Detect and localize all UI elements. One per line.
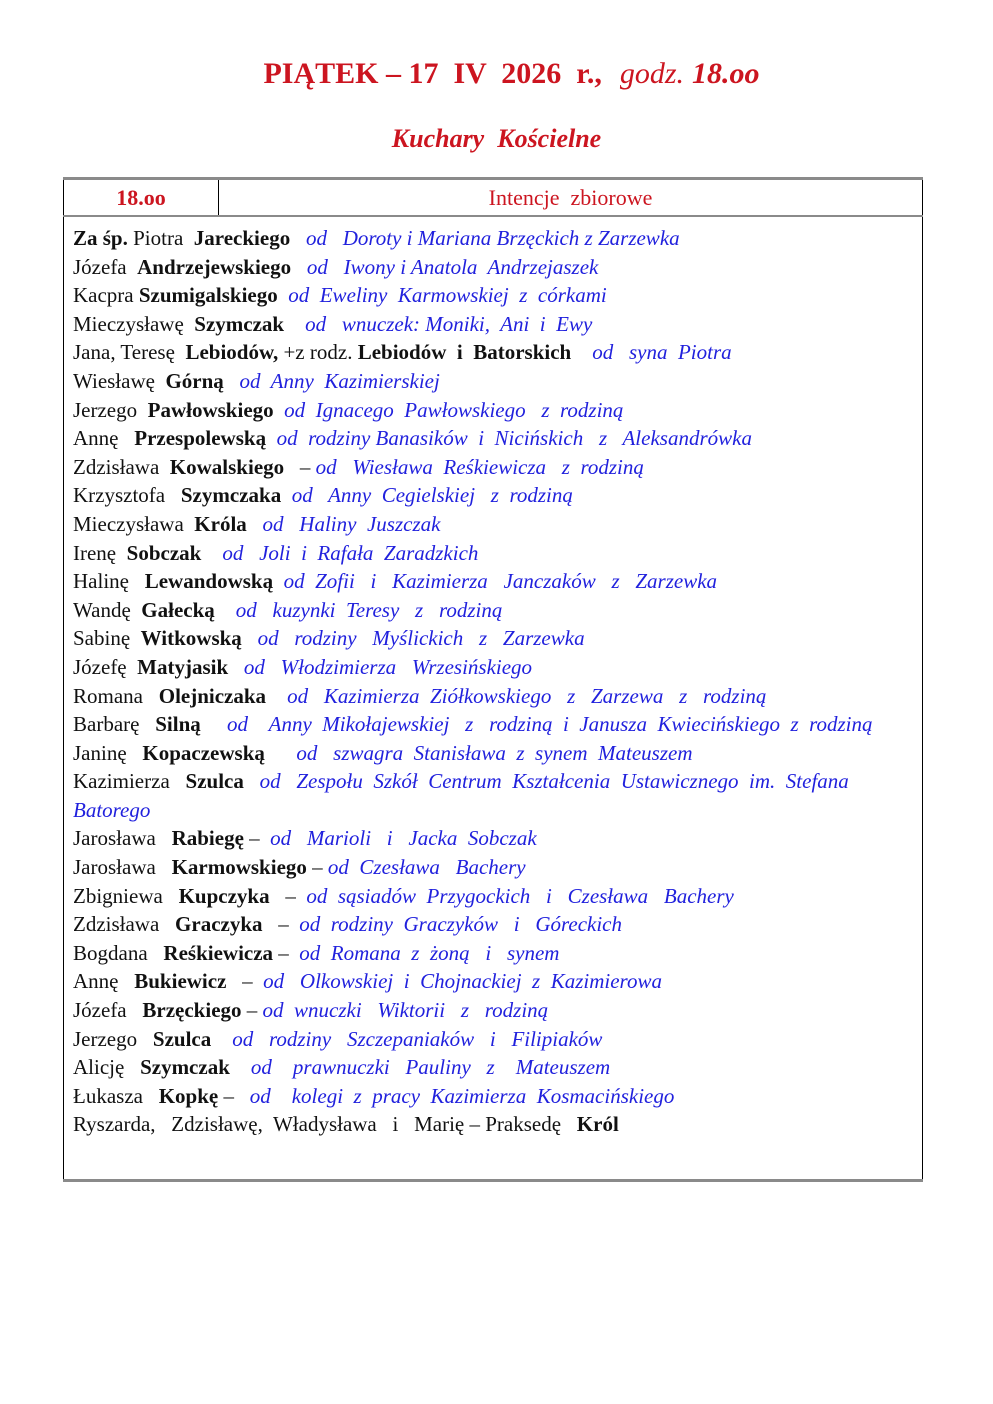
list-item — [73, 338, 914, 367]
list-item — [73, 510, 914, 539]
intention-name-text: Sobczak — [126, 540, 202, 565]
intention-name-text: Matyjasik — [137, 654, 229, 679]
intention-name-text: Alicję — [73, 1055, 141, 1080]
intention-donor-text: od Czesława Bachery — [327, 855, 526, 880]
list-item — [73, 367, 914, 396]
list-item — [73, 682, 914, 711]
intention-donor-text: od Zespołu Szkół Centrum Kształcenia Ustawicznego im. Stefana Batorego — [73, 769, 860, 822]
intentions-header: Intencje zbiorowe — [219, 179, 923, 217]
intention-name-text: Silną — [155, 712, 201, 737]
list-item — [73, 539, 914, 568]
intention-donor-text: od Marioli i Jacka Sobczak — [270, 826, 537, 851]
list-item — [73, 253, 914, 282]
intention-name-text: Reśkiewicza — [163, 940, 274, 965]
intention-name-text: +z rodz. — [278, 340, 358, 365]
intention-donor-text: od Joli i Rafała Zaradzkich — [201, 540, 479, 565]
intention-donor-text: od szwagra Stanisława z synem Mateuszem — [264, 740, 693, 765]
intention-name-text: Górną — [165, 368, 224, 393]
intention-name-text: Jarosława — [73, 855, 172, 880]
list-item — [73, 624, 914, 653]
intention-name-text: Króla — [194, 511, 247, 536]
intention-name-text: Józefa — [73, 254, 138, 279]
intention-name-text: Wandę — [73, 597, 142, 622]
intention-name-text: – — [226, 969, 264, 994]
intention-donor-text: od rodziny Graczyków i Góreckich — [299, 912, 622, 937]
intention-donor-text: od Wiesława Reśkiewicza z rodziną — [315, 454, 644, 479]
intention-donor-text: od rodziny Myślickich z Zarzewka — [241, 626, 585, 651]
intention-name-text: Barbarę — [73, 712, 156, 737]
intention-name-text: Szulca — [152, 1026, 212, 1051]
list-item — [73, 967, 914, 996]
intention-donor-text: od rodziny Banasików i Nicińskich z Aleksandrówka — [266, 426, 752, 451]
intention-name-text: Rabiegę — [171, 826, 244, 851]
intention-name-text: Andrzejewskiego — [137, 254, 292, 279]
intention-name-text: Kazimierza — [73, 769, 186, 794]
intention-name-text: Mieczysławę — [73, 311, 195, 336]
intention-donor-text: od Włodzimierza Wrzesińskiego — [228, 654, 533, 679]
intention-name-text: Jarosława — [73, 826, 172, 851]
intention-donor-text: od Anny Mikołajewskiej z rodziną i Janusza Kwiecińskiego z rodziną — [200, 712, 873, 737]
intention-donor-text: od syna Piotra — [571, 340, 732, 365]
intention-name-text: Brzęckiego — [142, 998, 242, 1023]
list-item — [73, 739, 914, 768]
intention-name-text: Kowalskiego — [169, 454, 285, 479]
intention-name-text: Annę — [73, 426, 135, 451]
table-header-row — [64, 179, 923, 217]
intention-name-text: Zdzisława — [73, 912, 176, 937]
intentions-body-cell — [64, 216, 923, 1181]
list-item — [73, 853, 914, 882]
intention-name-text: Romana — [73, 683, 159, 708]
intention-name-text: Lebiodów i Batorskich — [357, 340, 572, 365]
intention-donor-text: od rodziny Szczepaniaków i Filipiaków — [211, 1026, 603, 1051]
list-item — [73, 310, 914, 339]
intention-name-text: Kopaczewską — [142, 740, 265, 765]
intention-name-text: Karmowskiego — [171, 855, 307, 880]
intention-donor-text: od Eweliny Karmowskiej z córkami — [277, 283, 607, 308]
list-item — [73, 424, 914, 453]
list-item — [73, 710, 914, 739]
intentions-table — [63, 177, 923, 1182]
list-item — [73, 1082, 914, 1111]
intention-name-text: Szulca — [185, 769, 244, 794]
intention-donor-text: od kuzynki Teresy z rodziną — [214, 597, 503, 622]
intention-name-text: Annę — [73, 969, 135, 994]
intention-donor-text: od Kazimierza Ziółkowskiego z Zarzewa z rodziną — [266, 683, 767, 708]
intention-name-text: Zbigniewa — [73, 883, 179, 908]
intention-name-text: Ryszarda, Zdzisławę, Władysława i Marię – Praksedę — [73, 1112, 577, 1137]
intention-name-text: Graczyka — [175, 912, 263, 937]
document-subtitle: Kuchary Kościelne — [391, 124, 602, 153]
intention-name-text: Kupczyka — [178, 883, 270, 908]
intention-donor-text: od Doroty i Mariana Brzęckich z Zarzewka — [290, 226, 680, 250]
intention-name-text: – — [262, 912, 300, 937]
intention-name-text: Kopkę — [158, 1083, 219, 1108]
intention-donor-text: od Haliny Juszczak — [246, 511, 441, 536]
intention-name-text: Lewandowską — [144, 569, 274, 594]
intention-name-text: Janinę — [73, 740, 143, 765]
intention-name-text: Za śp. — [73, 226, 128, 250]
list-item — [73, 596, 914, 625]
list-item — [73, 824, 914, 853]
table-body-row — [64, 216, 923, 1181]
intention-name-text: – — [273, 940, 300, 965]
intention-name-text: Szymczaka — [180, 483, 282, 508]
title-time: 18.oo — [692, 57, 760, 90]
intention-donor-text: od kolegi z pracy Kazimierza Kosmacińskiego — [249, 1083, 675, 1108]
intention-name-text: Kacpra — [73, 283, 139, 308]
intention-donor-text: od Anny Kazimierskiej — [223, 368, 440, 393]
list-item — [73, 567, 914, 596]
list-item — [73, 1025, 914, 1054]
intention-name-text: Przespolewską — [134, 426, 267, 451]
intention-name-text: Sabinę — [73, 626, 141, 651]
list-item — [73, 224, 914, 253]
intention-name-text: Król — [576, 1112, 619, 1137]
intention-name-text: – — [269, 883, 307, 908]
intention-name-text: Piotra — [127, 226, 194, 250]
intention-name-text: Olejniczaka — [158, 683, 267, 708]
intention-name-text: Bukiewicz — [134, 969, 227, 994]
intention-donor-text: od Zofii i Kazimierza Janczaków z Zarzewka — [273, 569, 718, 594]
list-item — [73, 939, 914, 968]
list-item — [73, 396, 914, 425]
list-item — [73, 481, 914, 510]
time-cell: 18.oo — [64, 179, 219, 217]
list-item — [73, 767, 914, 824]
intention-name-text: – — [218, 1083, 250, 1108]
intention-name-text: Halinę — [73, 569, 145, 594]
intention-name-text: Lebiodów, — [185, 340, 279, 365]
intention-name-text: Zdzisława — [73, 454, 170, 479]
intention-name-text: – — [284, 454, 316, 479]
intention-name-text: Józefę — [73, 654, 138, 679]
intention-donor-text: od Iwony i Anatola Andrzejaszek — [291, 254, 599, 279]
intention-name-text: Józefa — [73, 998, 143, 1023]
intention-donor-text: od wnuczki Wiktorii z rodziną — [262, 998, 549, 1023]
intention-donor-text: od Romana z żoną i synem — [299, 940, 560, 965]
intention-donor-text: od sąsiadów Przygockich i Czesława Bachery — [306, 883, 734, 908]
intention-name-text: Irenę — [73, 540, 127, 565]
title-date: PIĄTEK – 17 IV 2026 r., — [263, 57, 602, 90]
intention-donor-text: od wnuczek: Moniki, Ani i Ewy — [284, 311, 593, 336]
document-title — [0, 26, 993, 122]
list-item — [73, 996, 914, 1025]
intention-name-text: Szymczak — [194, 311, 285, 336]
list-item — [73, 1110, 914, 1139]
title-godz-label: godz. — [619, 57, 685, 90]
intention-name-text: Jerzego — [73, 397, 148, 422]
intention-name-text: Wiesławę — [73, 368, 166, 393]
list-item — [73, 281, 914, 310]
intention-name-text: – — [306, 855, 328, 880]
list-item — [73, 882, 914, 911]
list-item — [73, 1053, 914, 1082]
intention-name-text: Szumigalskiego — [138, 283, 278, 308]
intention-donor-text: od prawnuczki Pauliny z Mateuszem — [229, 1055, 611, 1080]
intention-name-text: Pawłowskiego — [147, 397, 274, 422]
intention-name-text: Witkowską — [140, 626, 242, 651]
list-item — [73, 653, 914, 682]
intention-name-text: Jerzego — [73, 1026, 153, 1051]
intention-name-text: Gałecką — [141, 597, 215, 622]
intention-donor-text: od Olkowskiej i Chojnackiej z Kazimierowa — [263, 969, 662, 994]
intention-name-text: Jareckiego — [193, 226, 291, 250]
intention-name-text: – — [241, 998, 263, 1023]
list-item — [73, 453, 914, 482]
intentions-list — [73, 224, 914, 1139]
intention-name-text: Szymczak — [140, 1055, 230, 1080]
intention-donor-text: od Anny Cegielskiej z rodziną — [281, 483, 573, 508]
intention-name-text: Łukasza — [73, 1083, 159, 1108]
intention-name-text: – — [243, 826, 271, 851]
list-item — [73, 910, 914, 939]
intention-name-text: Krzysztofa — [73, 483, 181, 508]
intention-name-text: Mieczysława — [73, 511, 195, 536]
intention-name-text: Bogdana — [73, 940, 164, 965]
intention-name-text: Jana, Teresę — [73, 340, 186, 365]
intention-donor-text: od Ignacego Pawłowskiego z rodziną — [273, 397, 624, 422]
